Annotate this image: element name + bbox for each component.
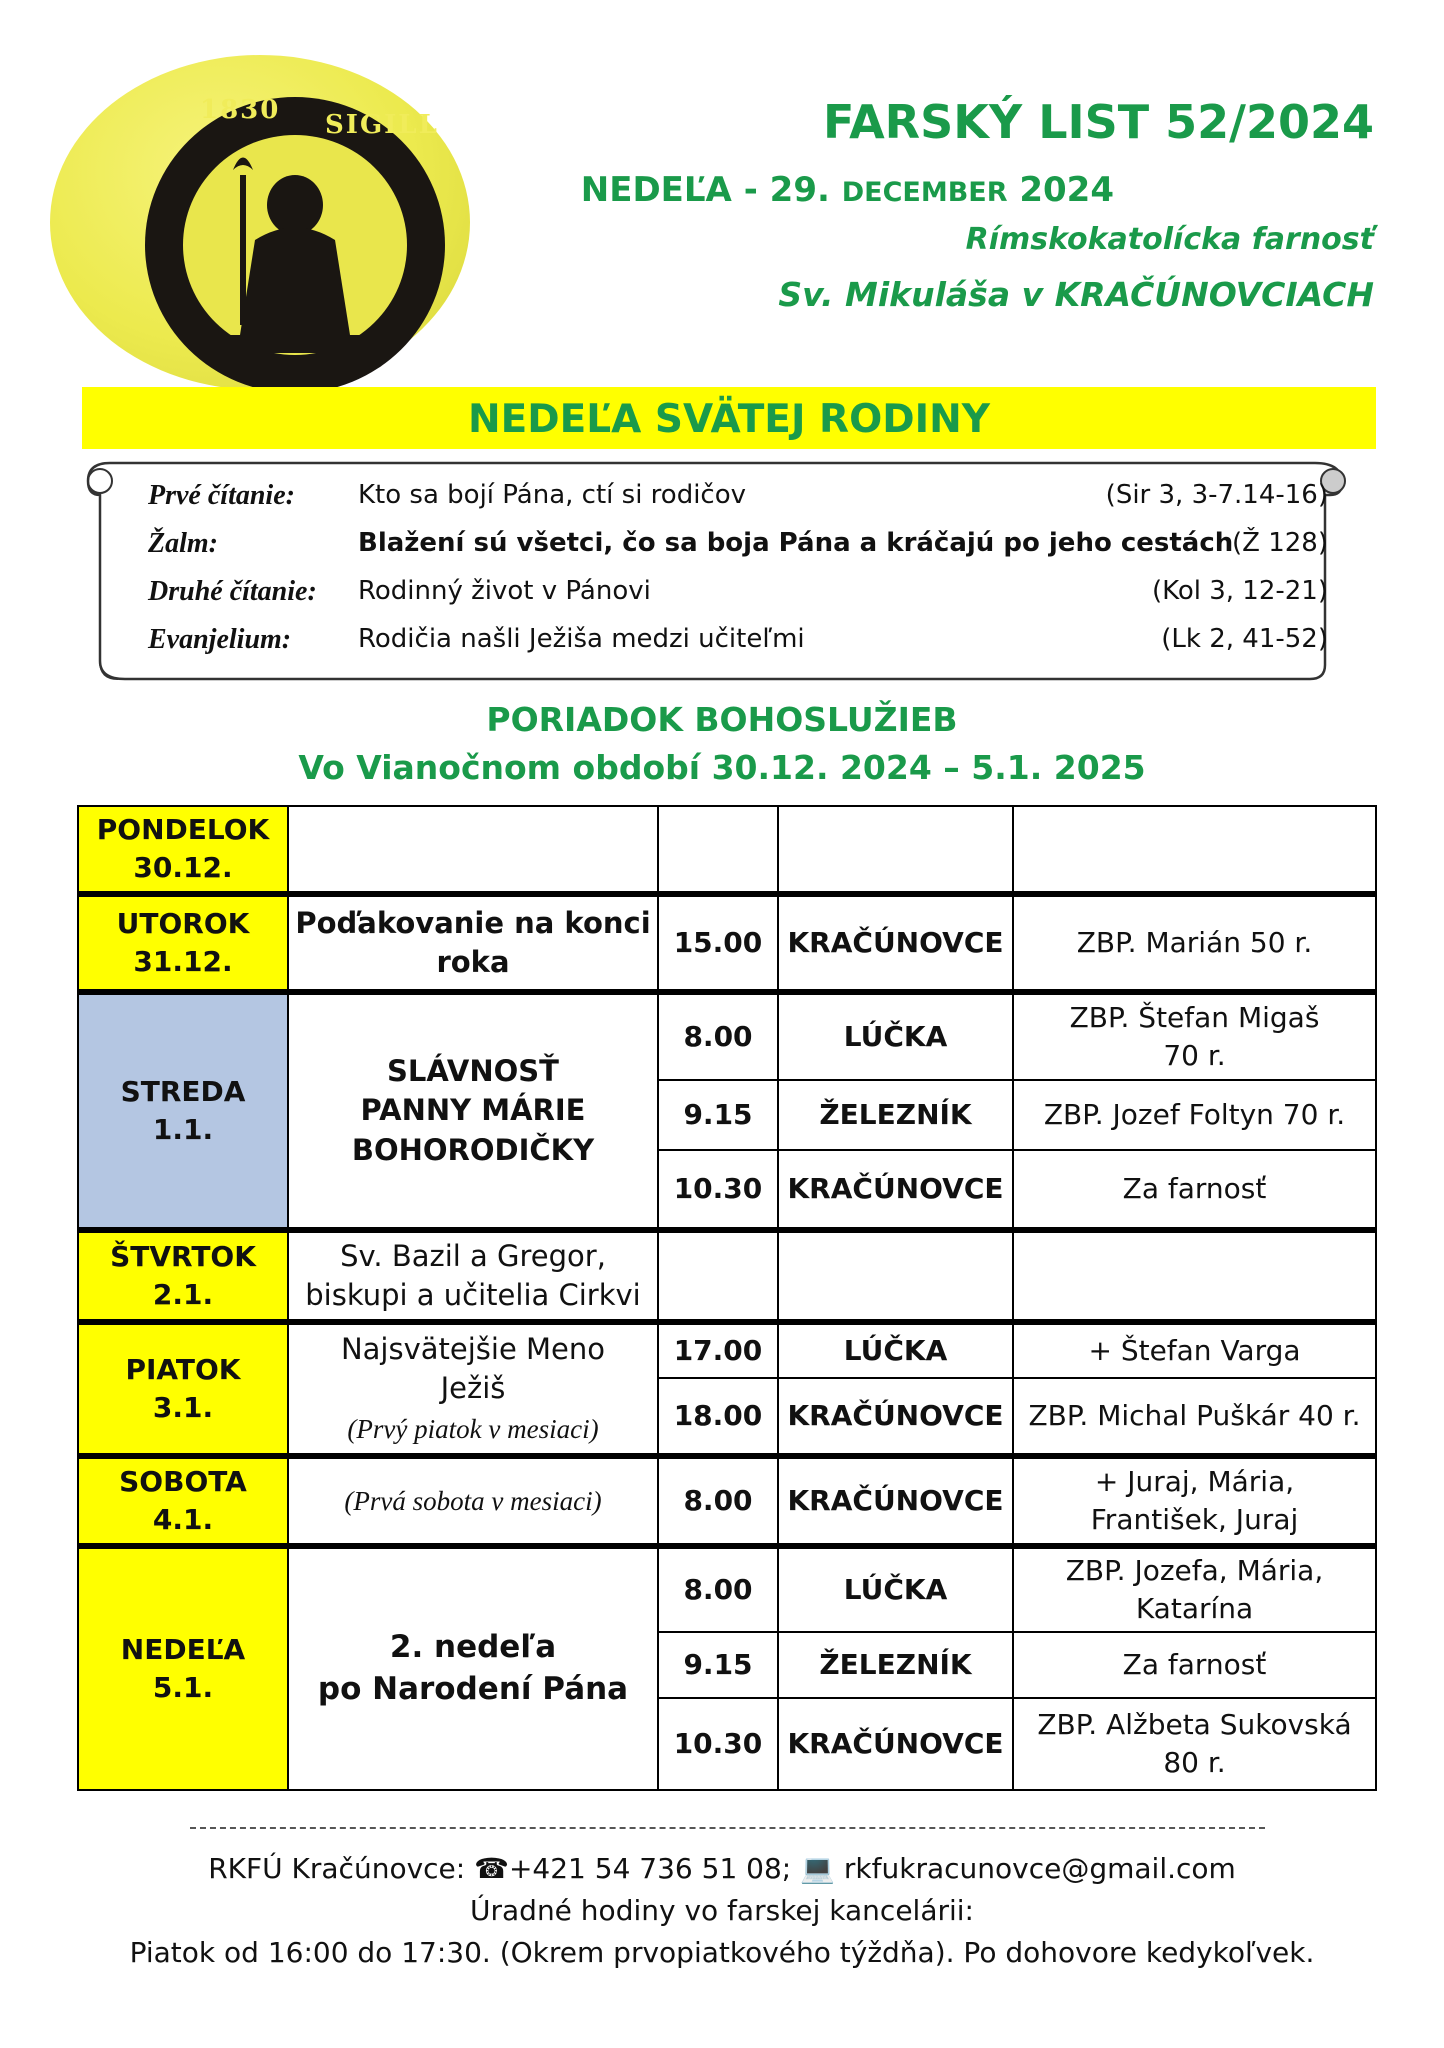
table-row: STREDA 1.1. SLÁVNOSŤ PANNY MÁRIE BOHORODIČKY 8.00 LÚČKA ZBP. Štefan Migaš 70 r. xyxy=(78,992,1376,1080)
schedule-subtitle: Vo Vianočnom období 30.12. 2024 – 5.1. 2025 xyxy=(298,748,1146,787)
sunday-banner: NEDEĽA SVÄTEJ RODINY xyxy=(82,387,1376,449)
seal-text-top: SIGILL xyxy=(325,110,439,140)
table-row: 10.30 KRAČÚNOVCE Za farnosť xyxy=(78,1150,1376,1230)
schedule-title: PORIADOK BOHOSLUŽIEB xyxy=(486,700,958,739)
table-row: 9.15 ŽELEZNÍK ZBP. Jozef Foltyn 70 r. xyxy=(78,1080,1376,1150)
reading-row: Prvé čítanie: Kto sa bojí Pána, ctí si rodičov (Sir 3, 3-7.14-16) xyxy=(148,480,1328,511)
parish-seal xyxy=(50,55,470,390)
seal-year: 1830 xyxy=(200,95,281,125)
reading-row: Evanjelium: Rodičia našli Ježiša medzi učiteľmi (Lk 2, 41-52) xyxy=(148,624,1328,655)
table-row: UTOROK 31.12. Poďakovanie na konci roka 15.00 KRAČÚNOVCE ZBP. Marián 50 r. xyxy=(78,894,1376,992)
footer-office-hours-label: Úradné hodiny vo farskej kancelárii: xyxy=(470,1894,974,1927)
parish-name-line1: Rímskokatolícka farnosť xyxy=(965,222,1374,257)
table-row: PIATOK 3.1. Najsvätejšie Meno Ježiš (Prvý piatok v mesiaci) 17.00 LÚČKA + Štefan Varga xyxy=(78,1322,1376,1378)
reading-row: Žalm: Blažení sú všetci, čo sa boja Pána a kráčajú po jeho cestách (Ž 128) xyxy=(148,528,1328,559)
mass-schedule-table xyxy=(77,805,1377,1791)
table-row: 18.00 KRAČÚNOVCE ZBP. Michal Puškár 40 r. xyxy=(78,1378,1376,1456)
reading-row: Druhé čítanie: Rodinný život v Pánovi (Kol 3, 12-21) xyxy=(148,576,1328,607)
footer-divider xyxy=(190,1827,1265,1829)
footer-office-hours: Piatok od 16:00 do 17:30. (Okrem prvopiatkového týždňa). Po dohovore kedykoľvek. xyxy=(129,1936,1315,1969)
footer-contact: RKFÚ Kračúnovce: ☎+421 54 736 51 08; 💻 rkfukracunovce@gmail.com xyxy=(208,1852,1236,1885)
table-row: 9.15 ŽELEZNÍK Za farnosť xyxy=(78,1632,1376,1698)
table-row: NEDEĽA 5.1. 2. nedeľa po Narodení Pána 8.00 LÚČKA ZBP. Jozefa, Mária, Katarína xyxy=(78,1546,1376,1632)
bulletin-date: NEDEĽA - 29. DECEMBER 2024 xyxy=(580,170,1114,210)
parish-name-line2: Sv. Mikuláša v KRAČÚNOVCIACH xyxy=(778,275,1374,314)
bulletin-title: FARSKÝ LIST 52/2024 xyxy=(822,95,1374,149)
table-row: SOBOTA 4.1. (Prvá sobota v mesiaci) 8.00 KRAČÚNOVCE + Juraj, Mária, František, Juraj xyxy=(78,1456,1376,1546)
table-row: ŠTVRTOK 2.1. Sv. Bazil a Gregor, biskupi a učitelia Cirkvi xyxy=(78,1230,1376,1322)
table-row: PONDELOK 30.12. xyxy=(78,806,1376,894)
table-row: 10.30 KRAČÚNOVCE ZBP. Alžbeta Sukovská 80 r. xyxy=(78,1698,1376,1790)
